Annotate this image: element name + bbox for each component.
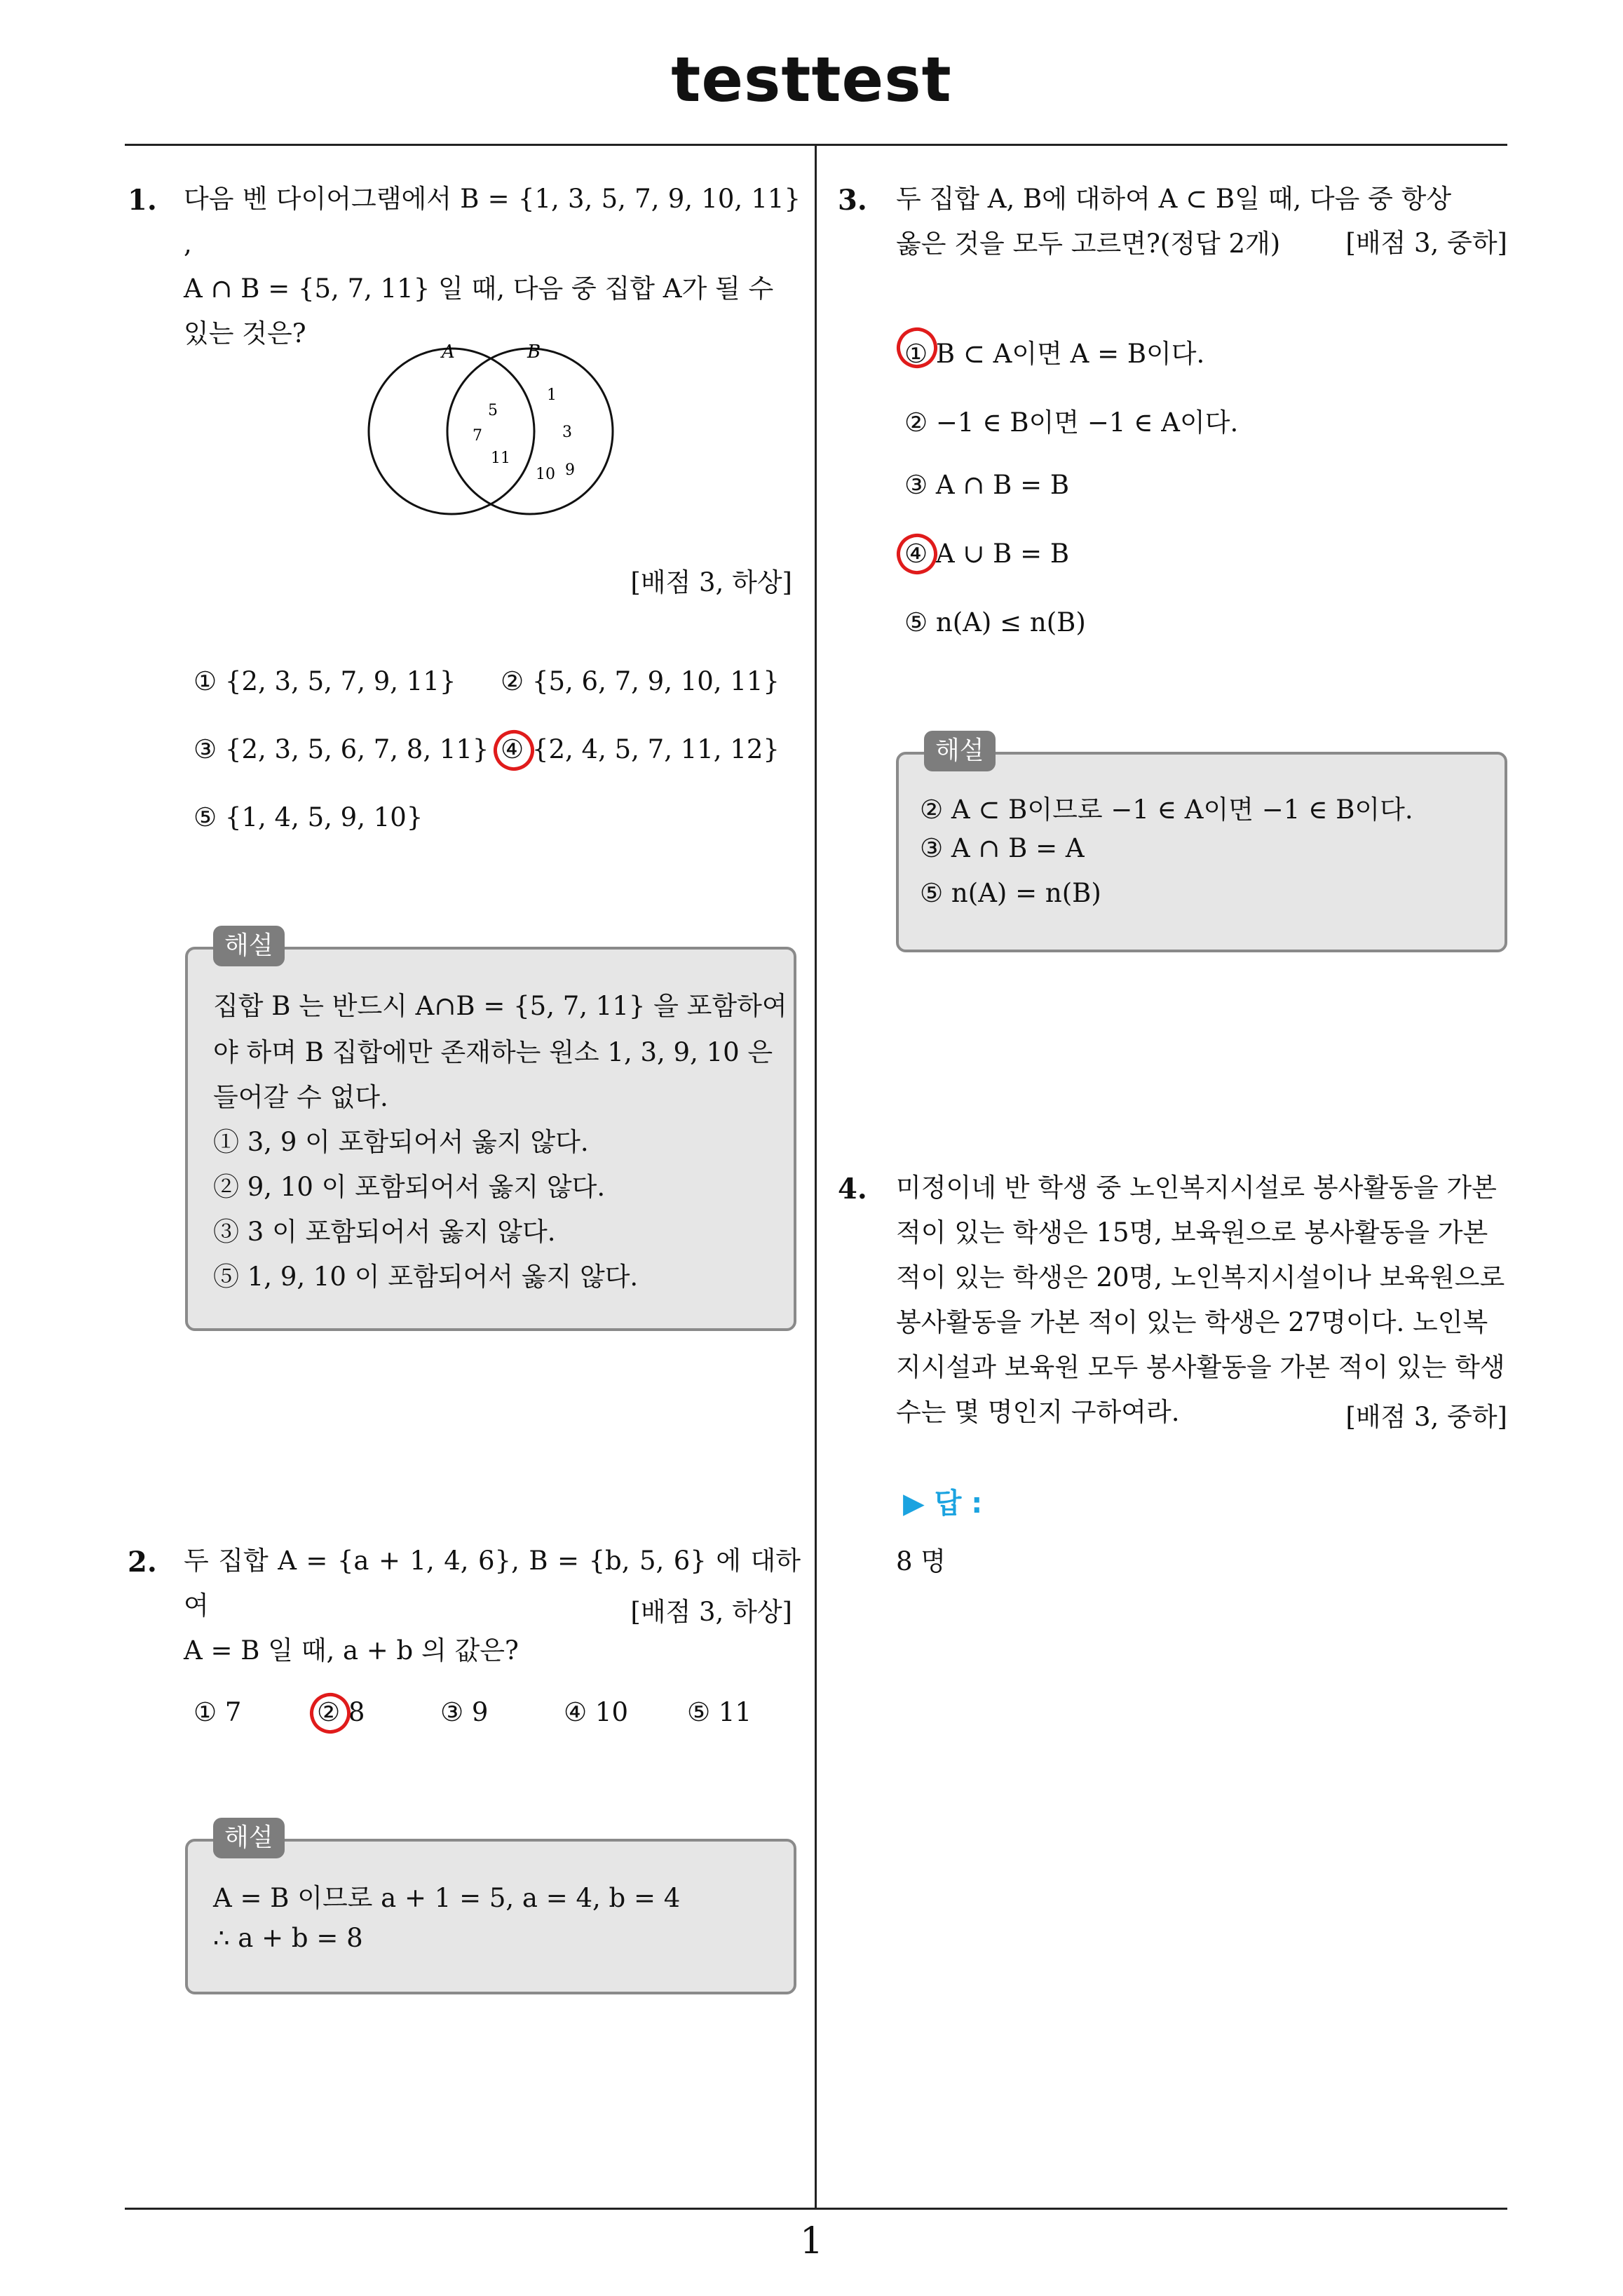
question-4-text [896, 1166, 1513, 1435]
explanation-line: ① 3, 9 이 포함되어서 옳지 않다. [213, 1127, 589, 1157]
question-2-score: [배점 3, 하상] [630, 1597, 792, 1627]
question-1-choice-2[interactable]: ② {5, 6, 7, 9, 10, 11} [501, 666, 780, 696]
explanation-line: ③ A ∩ B = A [920, 833, 1085, 863]
question-1-choice-3[interactable]: ③ {2, 3, 5, 6, 7, 8, 11} [193, 734, 489, 764]
venn-element-3: 3 [562, 424, 572, 441]
explanation-line: ⑤ n(A) = n(B) [920, 878, 1101, 908]
question-1-score: [배점 3, 하상] [630, 567, 792, 597]
explanation-tag: 해설 [213, 926, 285, 966]
question-4-line-2: 적이 있는 학생은 15명, 보육원으로 봉사활동을 가본 [896, 1217, 1488, 1248]
venn-label-a: A [442, 342, 455, 363]
question-3-choice-4[interactable]: ④ A ∪ B = B [904, 539, 1070, 569]
question-1-number: 1. [128, 184, 157, 217]
question-2-choice-3[interactable]: ③ 9 [440, 1697, 489, 1727]
question-3-line-1: 두 집합 A, B에 대하여 A ⊂ B일 때, 다음 중 항상 [896, 184, 1452, 214]
selected-answer-mark [891, 528, 943, 580]
question-4-line-5: 지시설과 보육원 모두 봉사활동을 가본 적이 있는 학생 [896, 1352, 1505, 1382]
question-4-line-1: 미정이네 반 학생 중 노인복지시설로 봉사활동을 가본 [896, 1173, 1497, 1203]
venn-element-10: 10 [536, 466, 555, 483]
question-1-line-1: 다음 벤 다이어그램에서 B = {1, 3, 5, 7, 9, 10, 11} , [184, 184, 801, 259]
question-3-choice-1[interactable]: ① B ⊂ A이면 A = B이다. [904, 339, 1205, 369]
explanation-line: ② 9, 10 이 포함되어서 옳지 않다. [213, 1172, 606, 1202]
question-1-choice-5[interactable]: ⑤ {1, 4, 5, 9, 10} [193, 802, 423, 832]
question-4-line-3: 적이 있는 학생은 20명, 노인복지시설이나 보육원으로 [896, 1262, 1505, 1292]
question-2-explanation-box [185, 1839, 796, 1994]
venn-element-7: 7 [473, 427, 482, 445]
explanation-line: ② A ⊂ B이므로 −1 ∈ A이면 −1 ∈ B이다. [920, 795, 1413, 825]
venn-circle-a [369, 349, 534, 514]
explanation-line: ∴ a + b = 8 [213, 1923, 363, 1953]
explanation-tag: 해설 [213, 1818, 285, 1858]
question-2-choice-2[interactable]: ② 8 [317, 1697, 365, 1727]
question-2-choice-5[interactable]: ⑤ 11 [687, 1697, 752, 1727]
question-3-score: [배점 3, 중하] [1345, 228, 1507, 258]
question-3-line-2: 옳은 것을 모두 고르면?(정답 2개) [896, 229, 1281, 259]
question-1-choice-4[interactable]: ④ {2, 4, 5, 7, 11, 12} [501, 734, 780, 764]
explanation-line: A = B 이므로 a + 1 = 5, a = 4, b = 4 [213, 1883, 681, 1913]
explanation-line: ⑤ 1, 9, 10 이 포함되어서 옳지 않다. [213, 1262, 639, 1292]
question-4-line-6: 수는 몇 명인지 구하여라. [896, 1397, 1180, 1427]
question-4-number: 4. [838, 1173, 867, 1206]
question-2-line-2: A = B 일 때, a + b 의 값은? [184, 1635, 519, 1666]
venn-diagram [351, 337, 631, 519]
question-1-text [184, 177, 801, 356]
question-3-choice-2[interactable]: ② −1 ∈ B이면 −1 ∈ A이다. [904, 407, 1239, 438]
question-3-number: 3. [838, 184, 867, 217]
question-2-choice-4[interactable]: ④ 10 [564, 1697, 629, 1727]
selected-answer-mark [488, 724, 540, 776]
page-number: 1 [799, 2220, 824, 2262]
question-1-choice-1[interactable]: ① {2, 3, 5, 7, 9, 11} [193, 666, 456, 696]
selected-answer-mark [304, 1687, 356, 1739]
explanation-tag: 해설 [924, 731, 996, 771]
page-title: testtest [671, 43, 952, 116]
footer-rule [125, 2208, 1507, 2210]
explanation-line: ③ 3 이 포함되어서 옳지 않다. [213, 1217, 556, 1247]
column-divider [815, 145, 817, 2208]
venn-element-5: 5 [488, 402, 498, 419]
explanation-line: 집합 B 는 반드시 A∩B = {5, 7, 11} 을 포함하여 [213, 991, 787, 1021]
question-2-choice-1[interactable]: ① 7 [193, 1697, 242, 1727]
venn-label-b: B [527, 342, 541, 363]
question-1-line-3: 있는 것은? [184, 318, 306, 349]
question-4-line-4: 봉사활동을 가본 적이 있는 학생은 27명이다. 노인복 [896, 1307, 1488, 1337]
question-3-choice-5[interactable]: ⑤ n(A) ≤ n(B) [904, 607, 1086, 637]
venn-element-11: 11 [491, 450, 510, 467]
explanation-line: 야 하며 B 집합에만 존재하는 원소 1, 3, 9, 10 은 [213, 1037, 773, 1067]
question-2-line-1: 두 집합 A = {a + 1, 4, 6}, B = {b, 5, 6} 에 대하여 [184, 1546, 801, 1621]
question-4-score: [배점 3, 중하] [1345, 1402, 1507, 1432]
question-1-line-2: A ∩ B = {5, 7, 11} 일 때, 다음 중 집합 A가 될 수 [184, 274, 774, 304]
explanation-line: 들어갈 수 없다. [213, 1082, 388, 1112]
answer-value[interactable]: 8 명 [896, 1546, 946, 1576]
venn-element-1: 1 [547, 386, 557, 404]
question-3-choice-3[interactable]: ③ A ∩ B = B [904, 470, 1070, 500]
venn-element-9: 9 [565, 461, 575, 479]
question-3-explanation-box [896, 752, 1507, 952]
question-1-explanation-box [185, 947, 796, 1331]
question-2-number: 2. [128, 1546, 157, 1579]
answer-label: ▶ 답 : [903, 1487, 983, 1520]
